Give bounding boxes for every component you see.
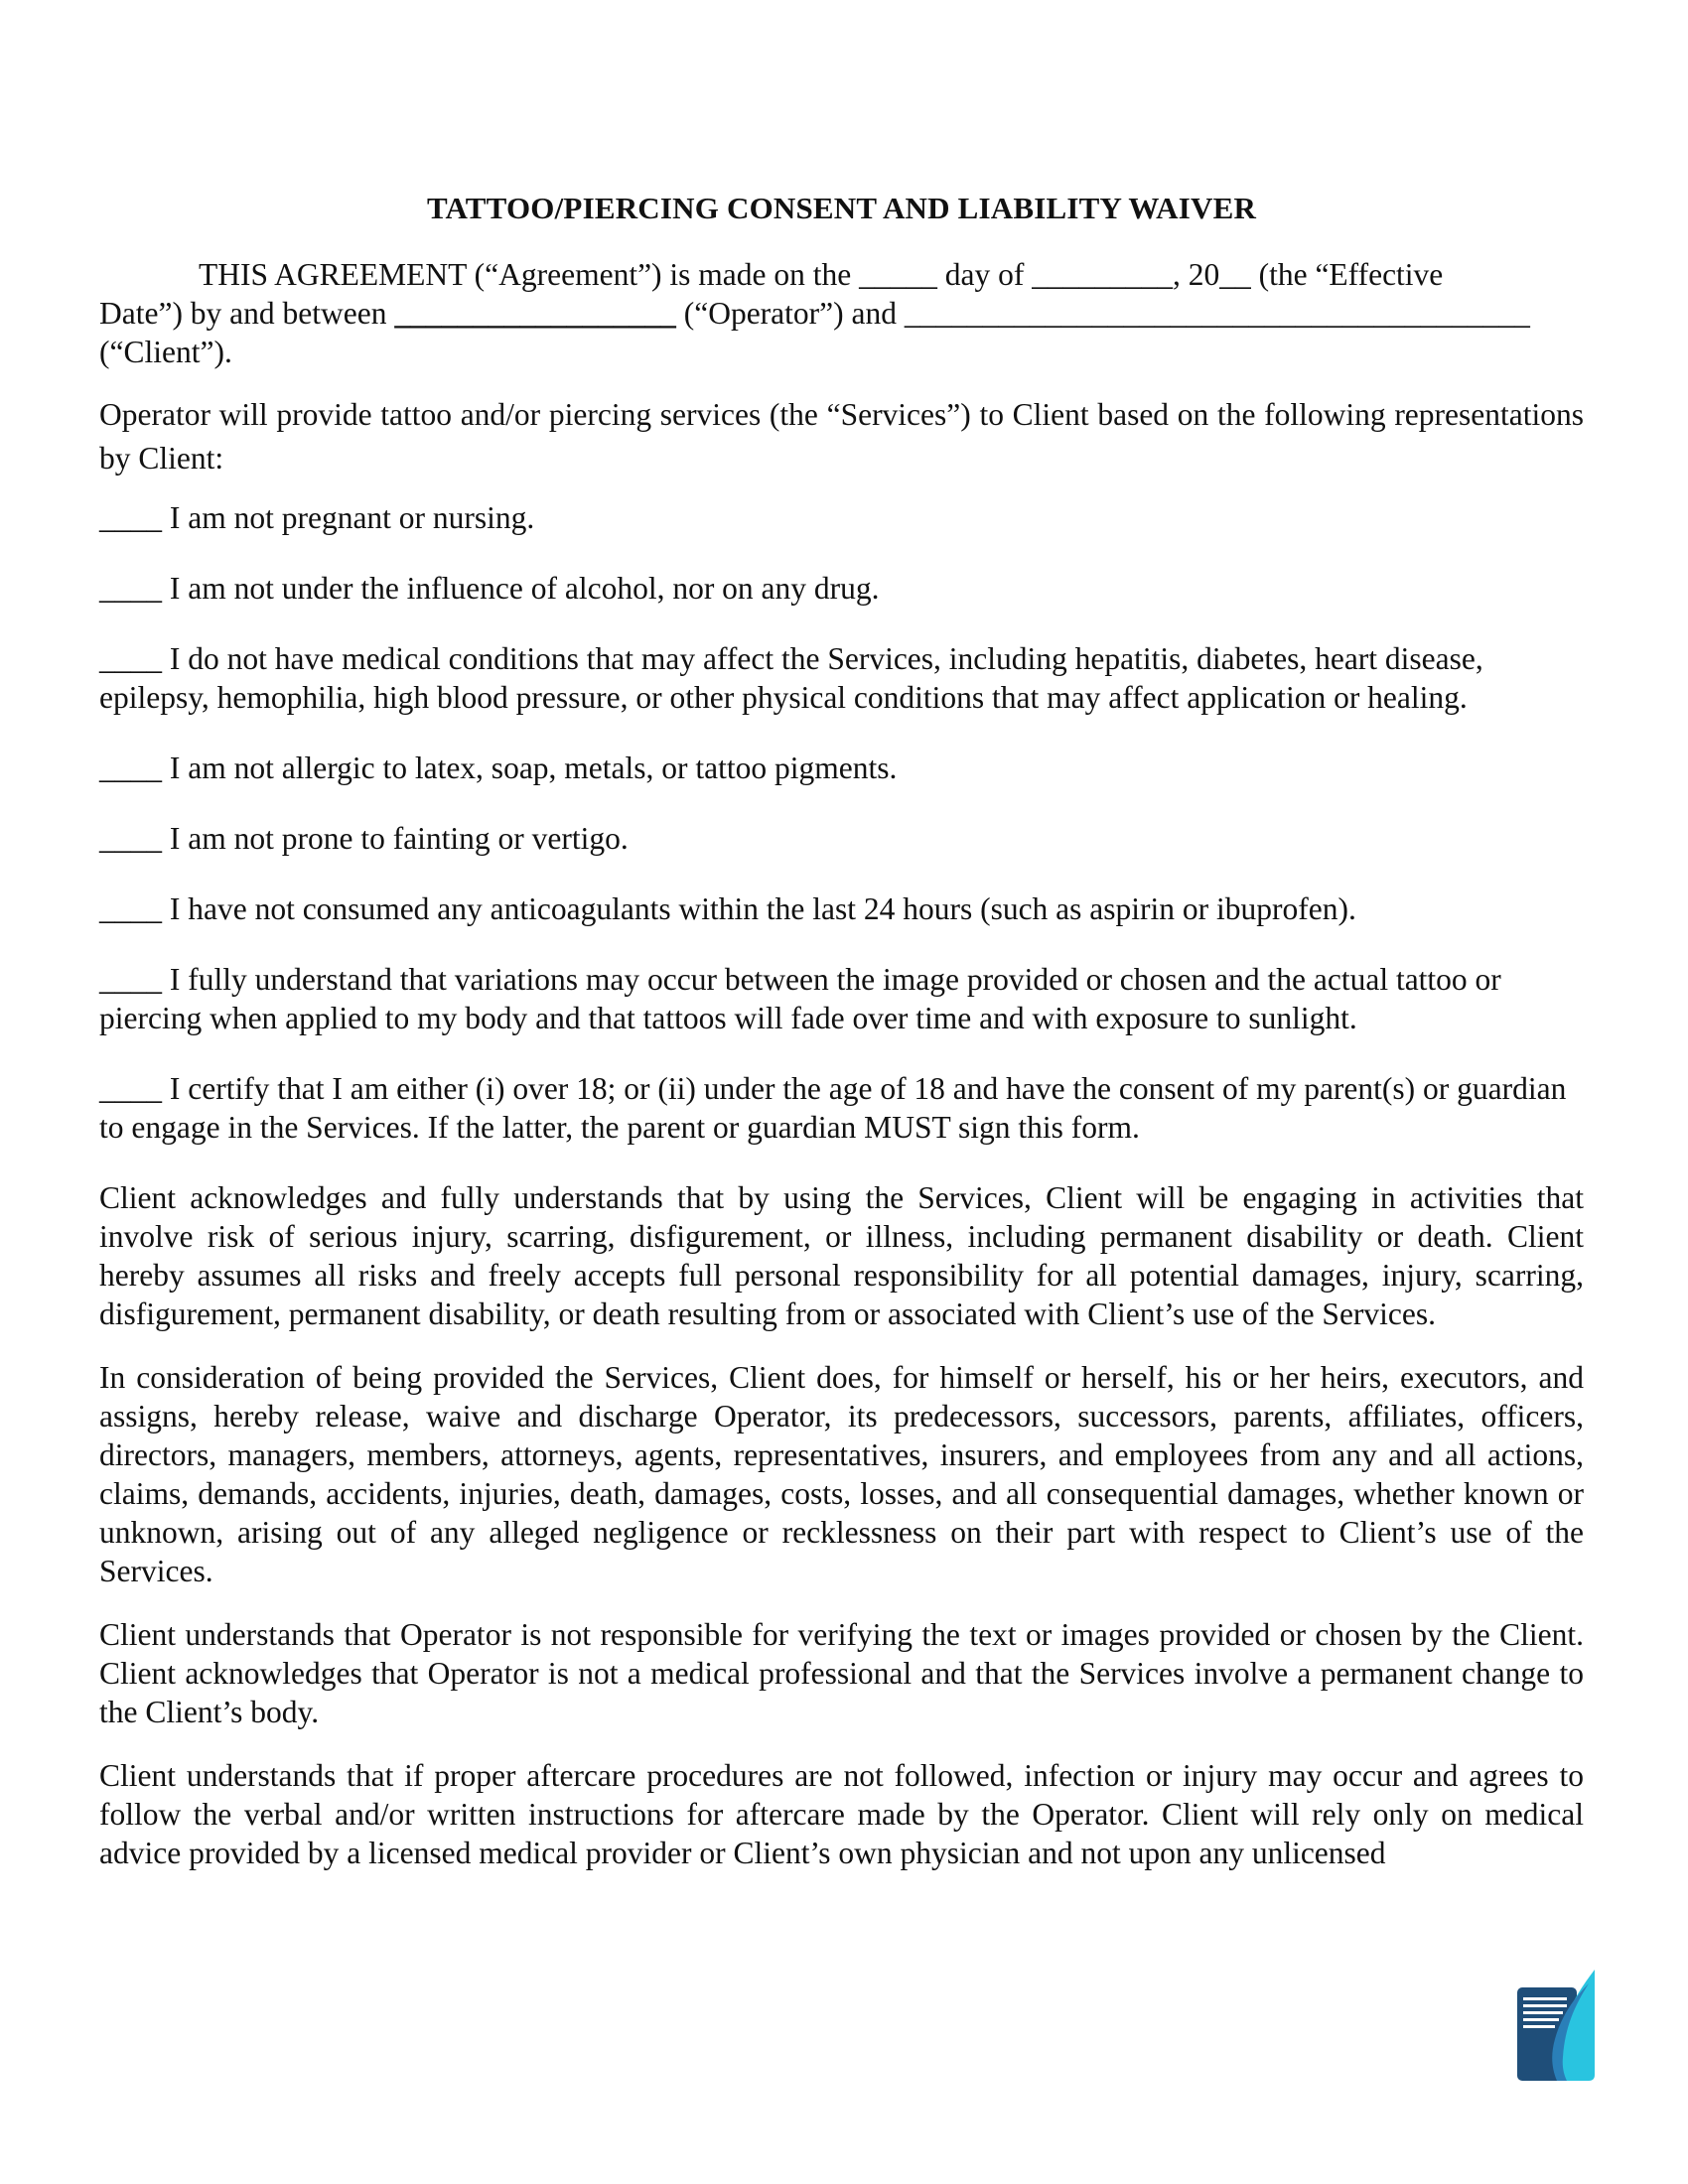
logo-text-line: [1523, 1997, 1567, 2000]
representation-item: ____ I am not pregnant or nursing.: [99, 500, 535, 535]
intro-line-1: THIS AGREEMENT (“Agreement”) is made on the _____ day of _________, 20__ (the “Effective: [199, 257, 1444, 292]
representation-item: ____ I am not prone to fainting or vertigo.: [99, 821, 629, 856]
logo-text-line: [1523, 2018, 1559, 2021]
intro-line-2-start: Date”) by and between: [99, 296, 395, 331]
intro-line-2: [0, 294, 1530, 333]
verification-paragraph: Client understands that Operator is not responsible for verifying the text or images provided or chosen by the Client. Client acknowledges that Operator is not a medical professional and that the Services involve a permanent change to the Client’s body.: [99, 1617, 1584, 1729]
document-title: TATTOO/PIERCING CONSENT AND LIABILITY WAIVER: [426, 191, 1257, 225]
representation-item: ____ I am not allergic to latex, soap, metals, or tattoo pigments.: [99, 751, 898, 785]
risk-acknowledgement-paragraph: Client acknowledges and fully understands that by using the Services, Client will be engaging in activities that involve risk of serious injury, scarring, disfigurement, or illness, including permanent disability or death. Client hereby assumes all risks and freely accepts full personal responsibility for all potential damages, injury, scarring, disfigurement, permanent disability, or death resulting from or associated with Client’s use of the Services.: [99, 1180, 1584, 1331]
logo-text-line: [1523, 2025, 1555, 2028]
representation-item: ____ I certify that I am either (i) over 18; or (ii) under the age of 18 and have the consent of my parent(s) or guardian to engage in the Services. If the latter, the parent or guardian MUST sign this form.: [99, 1071, 1567, 1145]
logo-text-line: [1523, 2011, 1563, 2014]
release-waiver-paragraph: In consideration of being provided the Services, Client does, for himself or herself, his or her heirs, executors, and assigns, hereby release, waive and discharge Operator, its predecessors, successors, parents, affiliates, officers, directors, managers, members, attorneys, agents, representatives, insurers, and employees from any and all actions, claims, demands, accidents, injuries, death, damages, costs, losses, and all consequential damages, whether known or unknown, arising out of any alleged negligence or recklessness on their part with respect to Client’s use of the Services.: [99, 1360, 1584, 1588]
representation-item: ____ I have not consumed any anticoagulants within the last 24 hours (such as aspirin or ibuprofen).: [99, 891, 1356, 926]
intro-paragraph: [99, 255, 1584, 371]
document-leaf-logo-icon: [1517, 1970, 1595, 2081]
operator-name-blank: __________________: [394, 296, 676, 331]
intro-line-2-end: (“Operator”) and ________________________________________: [675, 296, 1530, 331]
representation-item: ____ I am not under the influence of alcohol, nor on any drug.: [99, 571, 880, 606]
document-page: [99, 189, 1584, 1897]
representation-item: ____ I fully understand that variations may occur between the image provided or chosen and the actual tattoo or piercing when applied to my body and that tattoos will fade over time and with exposure to sunlight.: [99, 962, 1501, 1035]
logo-text-line: [1523, 2004, 1567, 2007]
representation-item: ____ I do not have medical conditions that may affect the Services, including hepatitis, diabetes, heart disease, epilepsy, hemophilia, high blood pressure, or other physical conditions that may affect application or healing.: [99, 641, 1483, 715]
aftercare-paragraph: Client understands that if proper aftercare procedures are not followed, infection or injury may occur and agrees to follow the verbal and/or written instructions for aftercare made by the Operator. Client will rely only on medical advice provided by a licensed medical provider or Client’s own physician and not upon any unlicensed: [99, 1758, 1584, 1870]
intro-line-3: (“Client”).: [99, 335, 232, 369]
representations-lead: Operator will provide tattoo and/or piercing services (the “Services”) to Client based on the following representations by Client:: [99, 397, 1584, 476]
